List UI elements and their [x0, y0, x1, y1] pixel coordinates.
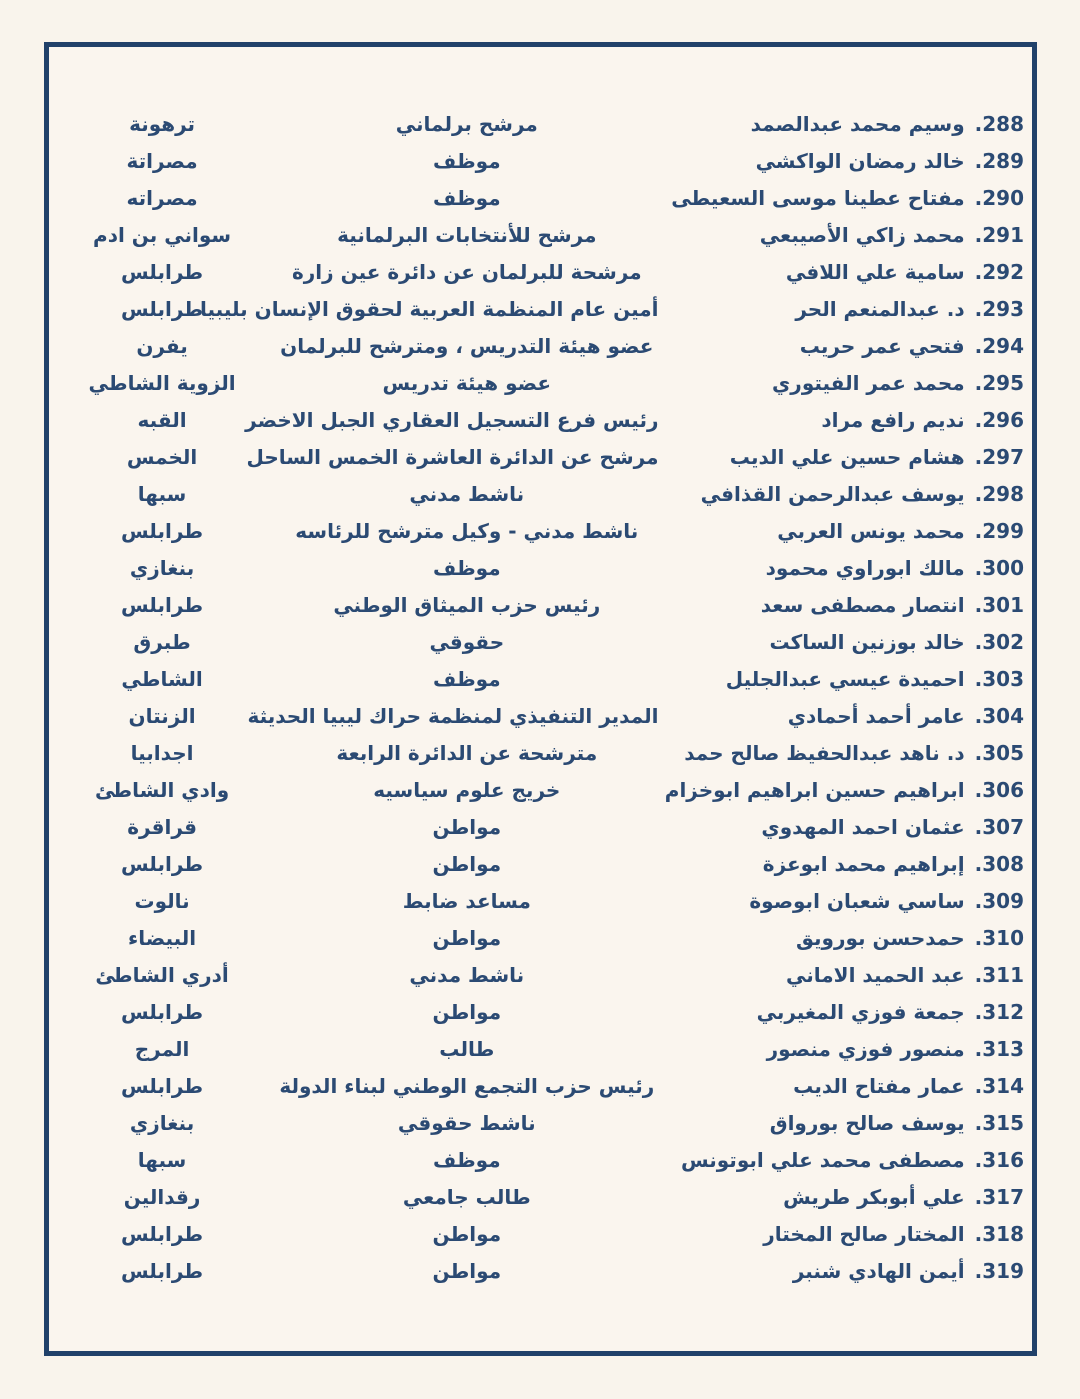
candidate-name: عمار مفتاح الديب: [793, 1073, 965, 1098]
candidate-name: محمد عمر الفيتوري: [771, 370, 965, 395]
candidate-role: موظف: [433, 1147, 501, 1172]
candidate-role: عضو هيئة التدريس ، ومترشح للبرلمان: [280, 333, 654, 358]
name-cell: [658, 1074, 1032, 1098]
row-number: 315.: [974, 1110, 1024, 1135]
candidate-name: د. ناهد عبدالحفيظ صالح حمد: [684, 740, 965, 765]
candidate-role: موظف: [433, 185, 501, 210]
candidate-role: مواطن: [432, 1221, 502, 1246]
list-row: [49, 919, 1032, 956]
candidate-city: الشاطي: [121, 666, 203, 691]
candidate-city: طرابلس: [121, 592, 204, 617]
candidate-name: مفتاح عطينا موسى السعيطى: [671, 185, 965, 210]
row-number: 312.: [974, 999, 1024, 1024]
list-row: [49, 253, 1032, 290]
candidate-city: الزوية الشاطي: [88, 370, 236, 395]
candidate-role: مواطن: [432, 999, 502, 1024]
candidate-city: الخمس: [126, 444, 198, 469]
candidate-name: محمد زاكي الأصيبعي: [759, 222, 965, 247]
candidate-city: نالوت: [134, 888, 190, 913]
candidate-name: مصطفى محمد علي ابوتونس: [680, 1147, 965, 1172]
row-number: 303.: [974, 666, 1024, 691]
candidate-city: بنغازي: [129, 555, 195, 580]
list-row: [49, 475, 1032, 512]
candidate-name: خالد رمضان الواكشي: [755, 148, 965, 173]
list-row: [49, 1104, 1032, 1141]
name-cell: [658, 926, 1032, 950]
candidate-name: يوسف صالح بورواق: [769, 1110, 965, 1135]
candidate-city: الزنتان: [128, 703, 196, 728]
list-row: [49, 142, 1032, 179]
candidate-name: منصور فوزي منصور: [766, 1036, 965, 1061]
list-row: [49, 364, 1032, 401]
row-number: 316.: [974, 1147, 1024, 1172]
row-number: 297.: [974, 444, 1024, 469]
name-cell: [658, 1185, 1032, 1209]
candidate-city: مصراته: [126, 185, 198, 210]
candidate-city: طرابلس: [121, 518, 204, 543]
name-cell: [658, 1222, 1032, 1246]
name-cell: [658, 630, 1032, 654]
candidate-role: عضو هيئة تدريس: [382, 370, 552, 395]
row-number: 299.: [974, 518, 1024, 543]
row-number: 289.: [974, 148, 1024, 173]
candidate-name: عبد الحميد الاماني: [786, 962, 965, 987]
candidate-name: فتحي عمر حريب: [799, 333, 965, 358]
list-row: [49, 697, 1032, 734]
candidate-name: خالد بوزنين الساكت: [769, 629, 965, 654]
list-row: [49, 179, 1032, 216]
candidate-role: مرشحة للبرلمان عن دائرة عين زارة: [291, 259, 642, 284]
list-row: [49, 734, 1032, 771]
candidate-city: سبها: [137, 481, 187, 506]
name-cell: [658, 963, 1032, 987]
candidate-name: هشام حسين علي الديب: [729, 444, 965, 469]
candidate-city: طرابلس: [121, 296, 204, 321]
row-number: 313.: [974, 1036, 1024, 1061]
name-cell: [658, 371, 1032, 395]
list-row: [49, 327, 1032, 364]
candidate-city: القبه: [137, 407, 187, 432]
candidate-name: ساسي شعبان ابوصوة: [749, 888, 965, 913]
list-row: [49, 1030, 1032, 1067]
list-row: [49, 1067, 1032, 1104]
row-number: 318.: [974, 1221, 1024, 1246]
list-row: [49, 845, 1032, 882]
name-cell: [658, 667, 1032, 691]
candidate-city: المرج: [134, 1036, 190, 1061]
candidate-name: د. عبدالمنعم الحر: [795, 296, 965, 321]
name-cell: [658, 778, 1032, 802]
candidate-role: مترشحة عن الدائرة الرابعة: [336, 740, 598, 765]
name-cell: [658, 556, 1032, 580]
name-cell: [658, 260, 1032, 284]
list-row: [49, 105, 1032, 142]
candidate-city: بنغازي: [129, 1110, 195, 1135]
candidate-city: أدري الشاطئ: [95, 962, 229, 987]
row-number: 308.: [974, 851, 1024, 876]
candidate-city: طرابلس: [121, 999, 204, 1024]
row-number: 296.: [974, 407, 1024, 432]
name-cell: [658, 519, 1032, 543]
name-cell: [658, 408, 1032, 432]
candidate-city: رقدالين: [123, 1184, 201, 1209]
candidate-role: رئيس فرع التسجيل العقاري الجبل الاخضر: [245, 407, 659, 432]
candidate-name: سامية علي اللافي: [785, 259, 965, 284]
row-number: 293.: [974, 296, 1024, 321]
candidate-name: علي أبوبكر طريش: [783, 1184, 965, 1209]
name-cell: [658, 223, 1032, 247]
candidate-city: وادي الشاطئ: [94, 777, 230, 802]
row-number: 298.: [974, 481, 1024, 506]
candidate-name: محمد يونس العربي: [777, 518, 965, 543]
row-number: 317.: [974, 1184, 1024, 1209]
candidate-name: انتصار مصطفى سعد: [760, 592, 965, 617]
list-row: [49, 586, 1032, 623]
candidate-name: حمدحسن بورويق: [796, 925, 965, 950]
name-cell: [658, 186, 1032, 210]
candidate-city: طرابلس: [121, 259, 204, 284]
list-row: [49, 512, 1032, 549]
candidate-city: طبرق: [133, 629, 191, 654]
name-cell: [658, 815, 1032, 839]
candidate-city: سواني بن ادم: [93, 222, 232, 247]
list-row: [49, 290, 1032, 327]
list-row: [49, 1141, 1032, 1178]
candidate-name: عامر أحمد أحمادي: [787, 703, 965, 728]
candidate-role: رئيس حزب التجمع الوطني لبناء الدولة: [279, 1073, 655, 1098]
candidate-name: ابراهيم حسين ابراهيم ابوخزام: [664, 777, 965, 802]
name-cell: [658, 704, 1032, 728]
candidate-role: حقوقي: [429, 629, 505, 654]
list-row: [49, 438, 1032, 475]
name-cell: [658, 297, 1032, 321]
row-number: 291.: [974, 222, 1024, 247]
candidate-role: ناشط مدني: [409, 481, 525, 506]
candidate-city: قراقرة: [127, 814, 197, 839]
candidate-role: ناشط حقوقي: [397, 1110, 536, 1135]
name-cell: [658, 889, 1032, 913]
list-row: [49, 216, 1032, 253]
name-cell: [658, 741, 1032, 765]
row-number: 306.: [974, 777, 1024, 802]
name-cell: [658, 852, 1032, 876]
candidate-city: ترهونة: [129, 111, 196, 136]
candidate-city: طرابلس: [121, 1221, 204, 1246]
row-number: 310.: [974, 925, 1024, 950]
name-cell: [658, 445, 1032, 469]
candidate-city: طرابلس: [121, 851, 204, 876]
row-number: 292.: [974, 259, 1024, 284]
row-number: 302.: [974, 629, 1024, 654]
list-row: [49, 549, 1032, 586]
name-cell: [658, 1148, 1032, 1172]
candidate-name: إبراهيم محمد ابوعزة: [762, 851, 965, 876]
candidate-role: طالب: [439, 1036, 495, 1061]
document-border-frame: [44, 42, 1037, 1356]
list-row: [49, 623, 1032, 660]
candidate-city: طرابلس: [121, 1073, 204, 1098]
candidate-role: مواطن: [432, 1258, 502, 1283]
candidate-role: مواطن: [432, 851, 502, 876]
row-number: 319.: [974, 1258, 1024, 1283]
candidate-role: موظف: [433, 148, 501, 173]
candidate-name: أيمن الهادي شنبر: [792, 1258, 965, 1283]
list-row: [49, 401, 1032, 438]
candidate-list: [49, 47, 1032, 1289]
candidate-role: رئيس حزب الميثاق الوطني: [333, 592, 601, 617]
name-cell: [658, 112, 1032, 136]
list-row: [49, 1252, 1032, 1289]
candidate-name: المختار صالح المختار: [763, 1221, 965, 1246]
row-number: 288.: [974, 111, 1024, 136]
candidate-city: اجدابيا: [130, 740, 194, 765]
candidate-role: موظف: [433, 555, 501, 580]
row-number: 314.: [974, 1073, 1024, 1098]
row-number: 301.: [974, 592, 1024, 617]
list-row: [49, 956, 1032, 993]
candidate-role: مساعد ضابط: [402, 888, 531, 913]
candidate-role: مرشح برلماني: [395, 111, 538, 136]
candidate-role: مواطن: [432, 925, 502, 950]
candidate-role: مرشح عن الدائرة العاشرة الخمس الساحل: [246, 444, 659, 469]
list-row: [49, 1215, 1032, 1252]
list-row: [49, 660, 1032, 697]
candidate-name: نديم رافع مراد: [821, 407, 965, 432]
row-number: 304.: [974, 703, 1024, 728]
name-cell: [658, 149, 1032, 173]
candidate-name: جمعة فوزي المغيربي: [756, 999, 965, 1024]
candidate-role: ناشط مدني - وكيل مترشح للرئاسه: [295, 518, 639, 543]
name-cell: [658, 1037, 1032, 1061]
row-number: 295.: [974, 370, 1024, 395]
name-cell: [658, 482, 1032, 506]
candidate-name: وسيم محمد عبدالصمد: [750, 111, 965, 136]
candidate-role: طالب جامعي: [402, 1184, 531, 1209]
name-cell: [658, 1000, 1032, 1024]
list-row: [49, 771, 1032, 808]
row-number: 311.: [974, 962, 1024, 987]
row-number: 305.: [974, 740, 1024, 765]
candidate-city: يفرن: [136, 333, 188, 358]
candidate-name: مالك ابوراوي محمود: [765, 555, 965, 580]
name-cell: [658, 593, 1032, 617]
candidate-role: أمين عام المنظمة العربية لحقوق الإنسان بليبيا: [200, 296, 659, 321]
candidate-name: احميدة عيسي عبدالجليل: [725, 666, 965, 691]
list-row: [49, 808, 1032, 845]
row-number: 294.: [974, 333, 1024, 358]
name-cell: [658, 1259, 1032, 1283]
row-number: 290.: [974, 185, 1024, 210]
candidate-city: طرابلس: [121, 1258, 204, 1283]
row-number: 300.: [974, 555, 1024, 580]
name-cell: [658, 1111, 1032, 1135]
candidate-role: ناشط مدني: [409, 962, 525, 987]
list-row: [49, 882, 1032, 919]
list-row: [49, 993, 1032, 1030]
row-number: 307.: [974, 814, 1024, 839]
candidate-role: مواطن: [432, 814, 502, 839]
candidate-city: البيضاء: [128, 925, 197, 950]
candidate-role: خريج علوم سياسيه: [373, 777, 561, 802]
candidate-role: المدير التنفيذي لمنظمة حراك ليبيا الحديثة: [247, 703, 659, 728]
candidate-city: سبها: [137, 1147, 187, 1172]
name-cell: [658, 334, 1032, 358]
candidate-role: موظف: [433, 666, 501, 691]
list-row: [49, 1178, 1032, 1215]
candidate-name: عثمان احمد المهدوي: [761, 814, 965, 839]
candidate-role: مرشح للأنتخابات البرلمانية: [337, 222, 597, 247]
candidate-city: مصراتة: [126, 148, 198, 173]
row-number: 309.: [974, 888, 1024, 913]
candidate-name: يوسف عبدالرحمن القذافي: [700, 481, 965, 506]
